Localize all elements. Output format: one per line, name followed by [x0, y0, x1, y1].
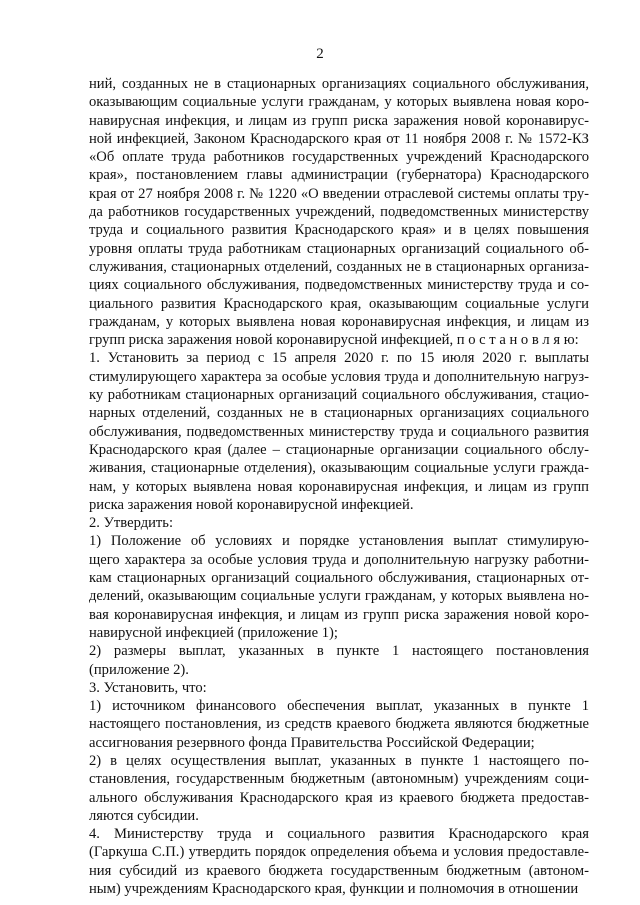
text-line: кам стационарных организаций социального обслуживания, стационарных от-	[89, 570, 589, 587]
text-line: становления, государственным бюджетным (автономным) учреждениям соци-	[89, 771, 589, 788]
text-line: стимулирующего характера за особые условия труда и дополнительную нагруз-	[89, 368, 589, 385]
text-line: ной инфекцией, Законом Краснодарского края от 11 ноября 2008 г. № 1572-КЗ	[89, 130, 589, 147]
text-line: групп риска заражения новой коронавирусной инфекцией, п о с т а н о в л я ю:	[89, 332, 579, 349]
text-line: нарных отделений, созданных не в стационарных организациях социального	[89, 405, 589, 422]
text-line: края от 27 ноября 2008 г. № 1220 «О введении отраслевой системы оплаты тру-	[89, 185, 589, 202]
text-line: ния субсидий из краевого бюджета государственным бюджетным (автоном-	[89, 862, 589, 879]
text-line: ального обслуживания Краснодарского края из краевого бюджета предостав-	[89, 789, 589, 806]
text-line: навирусная инфекция, и лицам из групп риска заражения новой коронавирус-	[89, 112, 589, 129]
text-line: 1) Положение об условиях и порядке установления выплат стимулирую-	[89, 533, 589, 550]
body-text	[89, 75, 589, 898]
text-line: циях социального обслуживания, подведомственных министерству труда и со-	[89, 277, 589, 294]
text-line: 3. Установить, что:	[89, 679, 207, 696]
text-line: 1. Установить за период с 15 апреля 2020 г. по 15 июля 2020 г. выплаты	[89, 350, 589, 367]
text-line: щего характера за особые условия труда и дополнительную нагрузку работни-	[89, 551, 589, 568]
text-line: циального развития Краснодарского края, оказывающим социальные услуги	[89, 295, 589, 312]
text-line: 2. Утвердить:	[89, 515, 174, 532]
text-line: нам, у которых выявлена новая коронавирусная инфекция, и лицам из групп	[89, 478, 589, 495]
text-line: гражданам, у которых выявлена новая коронавирусная инфекция, и лицам из	[89, 313, 589, 330]
text-line: ассигнования резервного фонда Правительства Российской Федерации;	[89, 734, 535, 751]
text-line: ляются субсидии.	[89, 807, 199, 824]
text-line: живания, стационарные отделения), оказывающим социальные услуги гражда-	[89, 460, 589, 477]
text-line: 4. Министерству труда и социального развития Краснодарского края	[89, 826, 589, 843]
text-line: ным) учреждениям Краснодарского края, функции и полномочия в отношении	[89, 881, 579, 898]
text-line: Краснодарского края (далее – стационарные организации социального обслу-	[89, 441, 589, 458]
text-line: риска заражения новой коронавирусной инфекцией.	[89, 496, 414, 513]
text-line: ний, созданных не в стационарных организациях социального обслуживания,	[89, 76, 589, 92]
text-line: да работников государственных учреждений, подведомственных министерству	[89, 204, 589, 221]
text-line: труда и социального развития Краснодарского края» и в целях повышения	[89, 222, 589, 239]
text-line: ку работникам стационарных организаций социального обслуживания, стацио-	[89, 387, 589, 404]
text-line: «Об оплате труда работников государственных учреждений Краснодарского	[89, 149, 589, 166]
page-number: 2	[316, 46, 324, 62]
text-line: (Гаркуша С.П.) утвердить порядок определения объема и условия предоставле-	[89, 844, 589, 861]
text-line: делений, оказывающим социальные услуги гражданам, у которых выявлена но-	[89, 588, 589, 605]
text-line: вая коронавирусная инфекция, и лицам из групп риска заражения новой коро-	[89, 606, 589, 623]
text-line: уровня оплаты труда работникам стационарных организаций социального об-	[89, 240, 589, 257]
text-line: края», постановлением главы администрации (губернатора) Краснодарского	[89, 167, 589, 184]
text-line: навирусной инфекцией (приложение 1);	[89, 624, 338, 641]
text-line: служивания, стационарных отделений, созданных не в стационарных организа-	[89, 258, 589, 275]
text-line: оказывающим социальные услуги гражданам, у которых выявлена новая коро-	[89, 94, 589, 111]
text-line: 2) в целях осуществления выплат, указанных в пункте 1 настоящего по-	[89, 752, 589, 769]
text-line: 1) источником финансового обеспечения выплат, указанных в пункте 1	[89, 698, 589, 715]
text-line: обслуживания, подведомственных министерству труда и социального развития	[89, 423, 589, 440]
text-line: настоящего постановления, из средств краевого бюджета являются бюджетные	[89, 716, 589, 733]
text-line: (приложение 2).	[89, 661, 189, 678]
text-line: 2) размеры выплат, указанных в пункте 1 настоящего постановления	[89, 643, 589, 660]
